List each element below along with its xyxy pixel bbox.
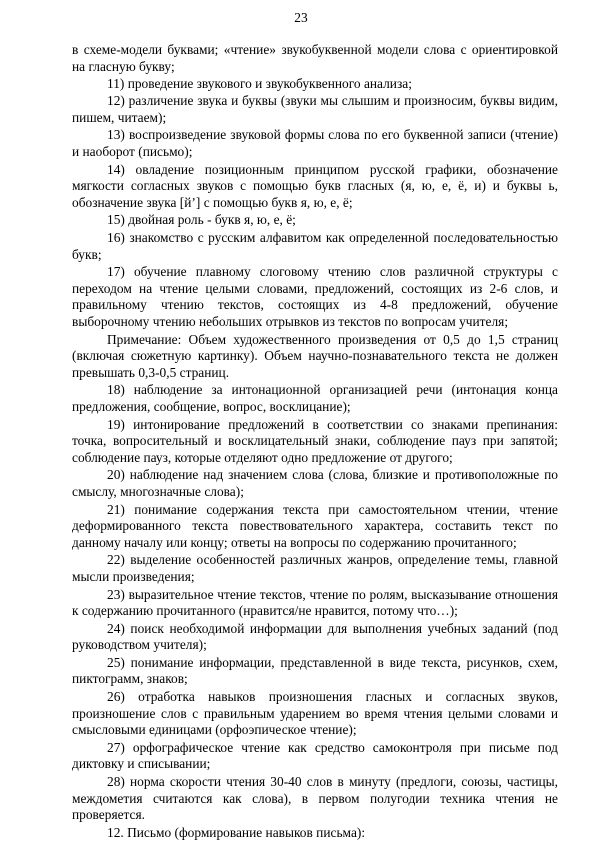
list-item-28: 28) норма скорости чтения 30-40 слов в минуту (предлоги, союзы, частицы, междометия считаются как слова), в первом полугодии техника чтения не проверяется. [72,773,558,823]
list-item-22: 22) выделение особенностей различных жанров, определение темы, главной мысли произведения; [72,552,558,585]
list-item-23: 23) выразительное чтение текстов, чтение по ролям, высказывание отношения к содержанию прочитанного (нравится/не нравится, потому что…); [72,586,558,619]
list-item-26: 26) отработка навыков произношения гласных и согласных звуков, произношение слов с правильным ударением во время чтения целыми словами и смысловыми единицами (орфоэпическое чтение); [72,688,558,738]
list-item-21: 21) понимание содержания текста при самостоятельном чтении, чтение деформированного текста повествовательного характера, составить текст по данному началу или концу; ответы на вопросы по содержанию прочитанного; [72,501,558,551]
page-number: 23 [294,10,308,25]
document-body [72,42,558,842]
list-item-12: 12) различение звука и буквы (звуки мы слышим и произносим, буквы видим, пишем, читаем); [72,93,558,126]
paragraph-continuation: в схеме-модели буквами; «чтение» звукобуквенной модели слова с ориентировкой на гласную букву; [72,42,558,74]
list-item-20: 20) наблюдение над значением слова (слова, близкие и противоположные по смыслу, многозначные слова); [72,467,558,500]
list-item-19: 19) интонирование предложений в соответствии со знаками препинания: точка, вопросительный и восклицательный знаки, соблюдение пауз при запятой; соблюдение пауз, которые отделяют одно предложение от другого; [72,416,558,466]
section-heading: 12. Письмо (формирование навыков письма): [107,824,366,840]
list-item-18: 18) наблюдение за интонационной организацией речи (интонация конца предложения, сообщение, вопрос, восклицание); [72,382,558,415]
list-item-15: 15) двойная роль - букв я, ю, е, ё; [107,212,296,228]
list-item-27: 27) орфографическое чтение как средство самоконтроля при письме под диктовку и списывании; [72,739,558,772]
list-item-13: 13) воспроизведение звуковой формы слова по его буквенной записи (чтение) и наоборот (письмо); [72,127,558,160]
note-paragraph: Примечание: Объем художественного произведения от 0,5 до 1,5 страниц (включая сюжетную картинку). Объем научно-познавательного текста не должен превышать 0,3-0,5 страниц. [72,331,558,381]
list-item-24: 24) поиск необходимой информации для выполнения учебных заданий (под руководством учителя); [72,620,558,653]
list-item-16: 16) знакомство с русским алфавитом как определенной последовательностью букв; [72,229,558,262]
list-item-25: 25) понимание информации, представленной в виде текста, рисунков, схем, пиктограмм, знаков; [72,654,558,687]
list-item-11: 11) проведение звукового и звукобуквенного анализа; [107,76,412,92]
list-item-17: 17) обучение плавному слоговому чтению слов различной структуры с переходом на чтение целыми словами, предложений, состоящих из 2-6 слов, и правильному чтению текстов, состоящих из 4-8 предложений, обучение выборочному чтению небольших отрывков из текстов по вопросам учителя; [72,263,558,330]
list-item-14: 14) овладение позиционным принципом русской графики, обозначение мягкости согласных звуков с помощью букв гласных (я, ю, е, ё, и) и буквы ь, обозначение звука [й’] с помощью букв я, ю, е, ё; [72,161,558,211]
